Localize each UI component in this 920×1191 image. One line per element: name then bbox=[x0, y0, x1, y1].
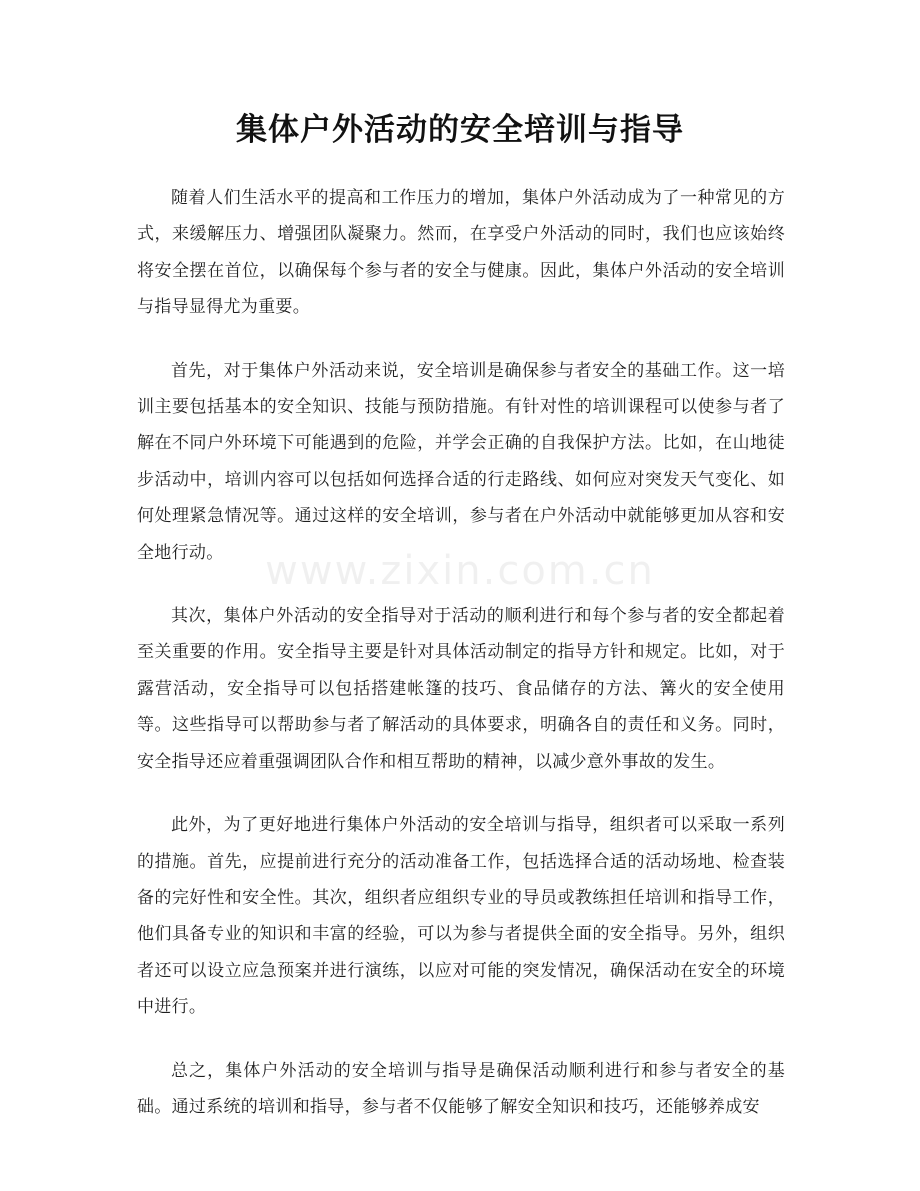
paragraph-2: 首先，对于集体户外活动来说，安全培训是确保参与者安全的基础工作。这一培训主要包括基本的安全知识、技能与预防措施。有针对性的培训课程可以使参与者了解在不同户外环境下可能遇到的危险，并学会正确的自我保护方法。比如，在山地徒步活动中，培训内容可以包括如何选择合适的行走路线、如何应对突发天气变化、如何处理紧急情况等。通过这样的安全培训，参与者在户外活动中就能够更加从容和安全地行动。 bbox=[137, 360, 785, 563]
page-title: 集体户外活动的安全培训与指导 bbox=[236, 112, 684, 148]
paragraph-3: 其次，集体户外活动的安全指导对于活动的顺利进行和每个参与者的安全都起着至关重要的作用。安全指导主要是针对具体活动制定的指导方针和规定。比如，对于露营活动，安全指导可以包括搭建帐篷的技巧、食品储存的方法、篝火的安全使用等。这些指导可以帮助参与者了解活动的具体要求，明确各自的责任和义务。同时，安全指导还应着重强调团队合作和相互帮助的精神，以减少意外事故的发生。 bbox=[137, 606, 785, 772]
paragraph-1: 随着人们生活水平的提高和工作压力的增加，集体户外活动成为了一种常见的方式，来缓解压力、增强团队凝聚力。然而，在享受户外活动的同时，我们也应该始终将安全摆在首位，以确保每个参与者的安全与健康。因此，集体户外活动的安全培训与指导显得尤为重要。 bbox=[137, 188, 785, 318]
watermark-text: www.zixin.com.cn bbox=[265, 548, 655, 594]
paragraph-5: 总之，集体户外活动的安全培训与指导是确保活动顺利进行和参与者安全的基础。通过系统的培训和指导，参与者不仅能够了解安全知识和技巧，还能够养成安 bbox=[137, 1060, 785, 1117]
paragraph-4: 此外，为了更好地进行集体户外活动的安全培训与指导，组织者可以采取一系列的措施。首先，应提前进行充分的活动准备工作，包括选择合适的活动场地、检查装备的完好性和安全性。其次，组织者应组织专业的导员或教练担任培训和指导工作，他们具备专业的知识和丰富的经验，可以为参与者提供全面的安全指导。另外，组织者还可以设立应急预案并进行演练，以应对可能的突发情况，确保活动在安全的环境中进行。 bbox=[137, 815, 785, 1018]
document-body bbox=[137, 180, 785, 1152]
